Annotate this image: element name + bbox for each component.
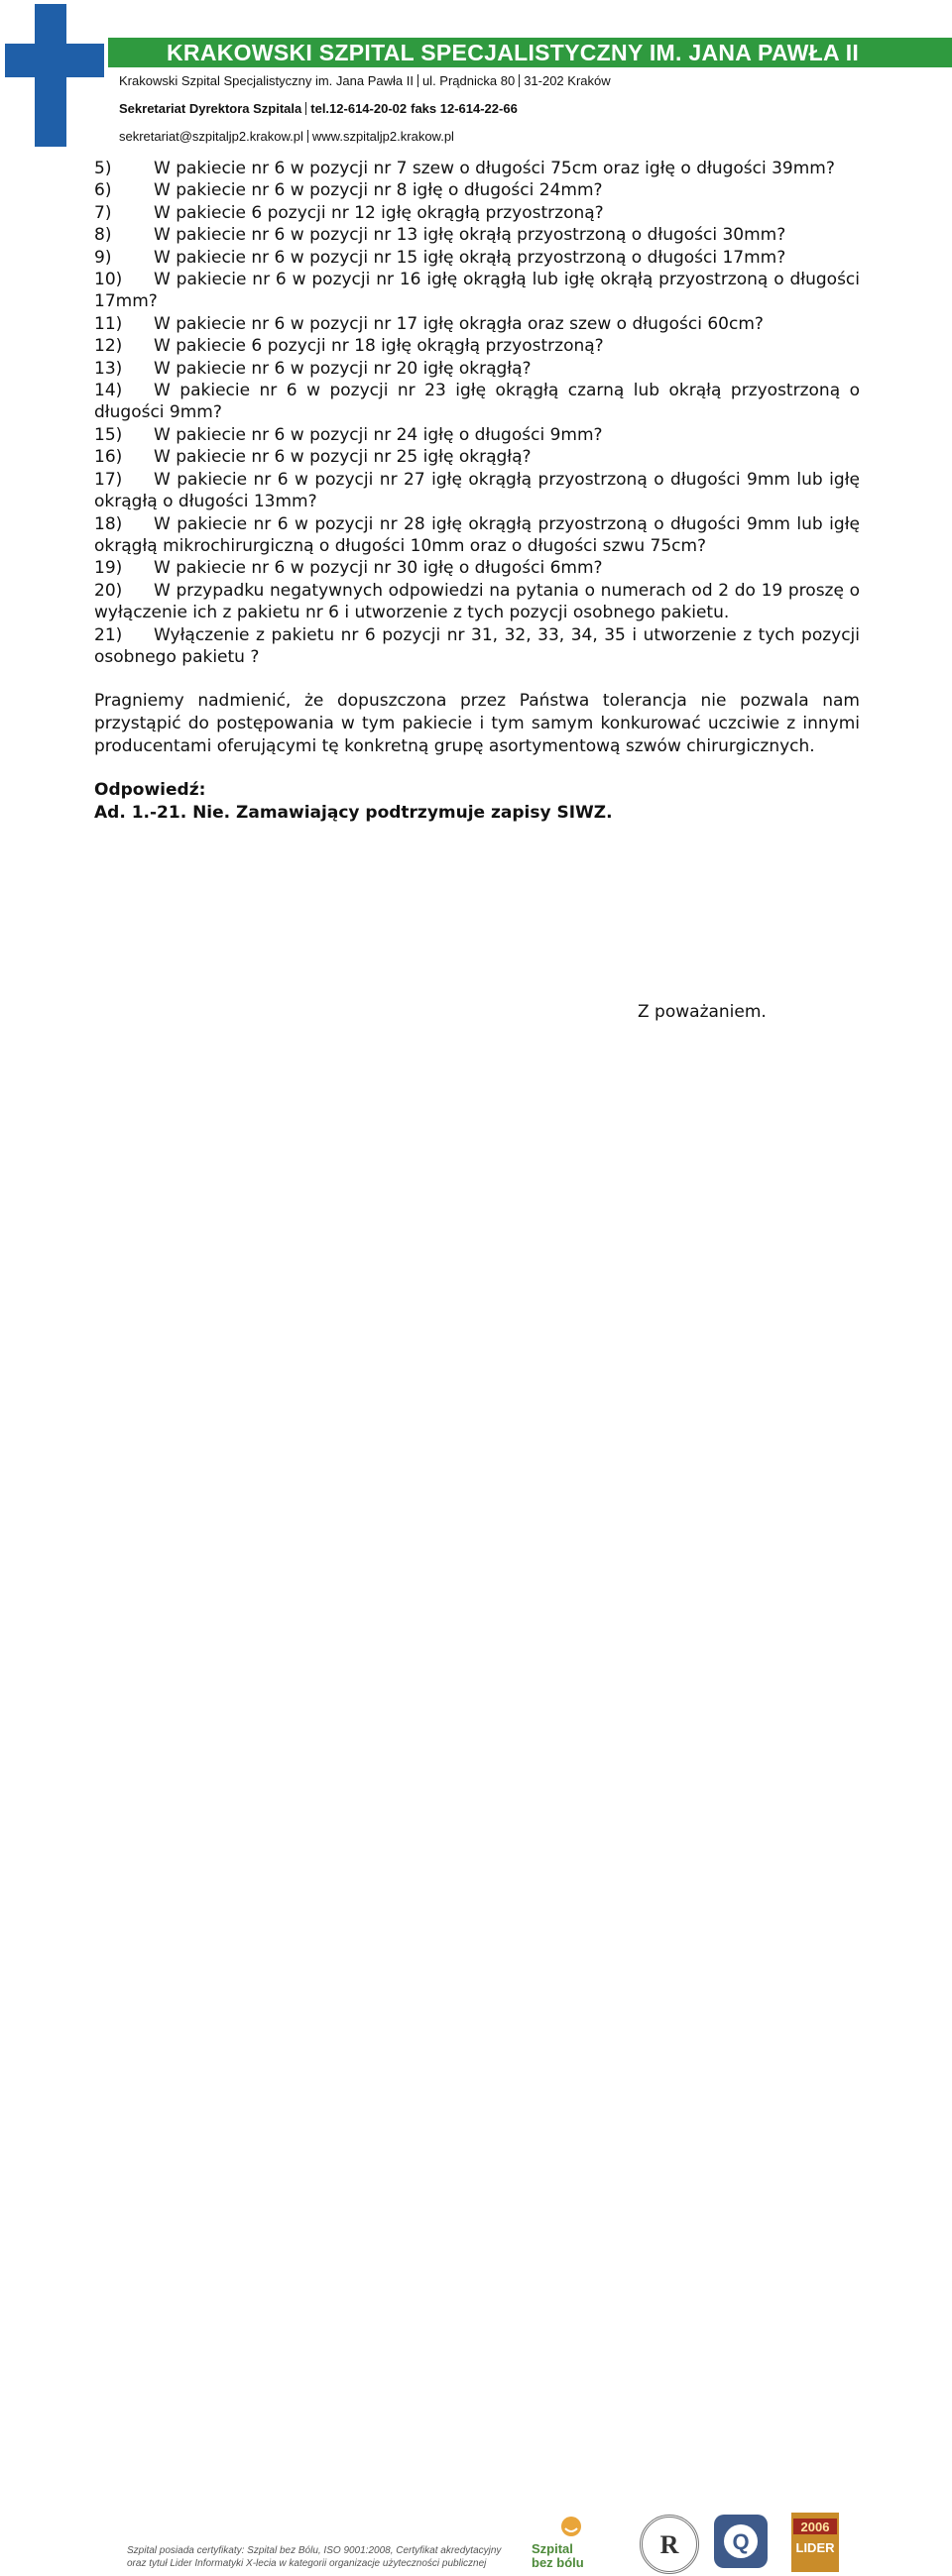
- question-number: 17): [94, 469, 123, 490]
- letterhead: [0, 0, 952, 149]
- answer-text: Ad. 1.-21. Nie. Zamawiający podtrzymuje zapisy SIWZ.: [94, 802, 613, 823]
- certificates-line-1: Szpital posiada certyfikaty: Szpital bez Bólu, ISO 9001:2008, Certyfikat akredytacyjny: [127, 2545, 502, 2556]
- question-number: 11): [94, 313, 123, 334]
- svg-text:Q: Q: [732, 2529, 750, 2554]
- question-item: [94, 335, 860, 357]
- iso-certificate-seal: [640, 2515, 699, 2574]
- certificates-note: [127, 2544, 501, 2570]
- question-text: W pakiecie nr 6 w pozycji nr 13 igłę okrąłą przyostrzoną o długości 30mm?: [154, 225, 786, 246]
- question-number: 14): [94, 381, 123, 401]
- question-text: W pakiecie nr 6 w pozycji nr 28 igłę okrągłą przyostrzoną o długości 9mm lub igłę okrągłą mikrochirurgiczną o długości 10mm oraz o długości szwu 75cm?: [94, 513, 860, 556]
- smile-icon: [532, 2515, 609, 2544]
- hospital-cross-logo: [5, 4, 104, 147]
- certificates-line-2: oraz tytuł Lider Informatyki X-lecia w kategorii organizacje użyteczności publicznej: [127, 2558, 487, 2569]
- question-item: [94, 224, 860, 246]
- question-number: 12): [94, 336, 123, 357]
- statement-paragraph: Pragniemy nadmienić, że dopuszczona przez Państwa tolerancja nie pozwala nam przystąpić do postępowania w tym pakiecie i tym samym konkurować uczciwie z innymi producentami oferującymi tę konkretną grupę asortymentową szwów chirurgicznych.: [94, 691, 860, 756]
- question-number: 8): [94, 225, 112, 246]
- question-text: Wyłączenie z pakietu nr 6 pozycji nr 31, 32, 33, 34, 35 i utworzenie z tych pozycji osobnego pakietu ?: [94, 624, 860, 667]
- question-item: [94, 580, 860, 624]
- secretariat-label: Sekretariat Dyrektora Szpitala: [119, 101, 302, 116]
- address-line: [119, 73, 611, 89]
- question-text: W pakiecie 6 pozycji nr 12 igłę okrągłą przyostrzoną?: [154, 202, 604, 223]
- question-item: [94, 269, 860, 313]
- question-text: W pakiecie nr 6 w pozycji nr 20 igłę okrągłą?: [154, 358, 532, 379]
- question-item: [94, 313, 860, 335]
- website-link[interactable]: www.szpitaljp2.krakow.pl: [311, 129, 454, 144]
- question-text: W pakiecie nr 6 w pozycji nr 16 igłę okrągłą lub igłę okrąłą przyostrzoną o długości 17mm?: [94, 270, 860, 312]
- lider-word: LIDER: [795, 2540, 835, 2555]
- question-text: W pakiecie nr 6 w pozycji nr 15 igłę okrąłą przyostrzoną o długości 17mm?: [154, 247, 786, 268]
- question-item: [94, 446, 860, 468]
- hospital-full-name: Krakowski Szpital Specjalistyczny im. Jana Pawła II: [119, 73, 414, 88]
- question-number: 9): [94, 247, 112, 268]
- question-text: W pakiecie nr 6 w pozycji nr 8 igłę o długości 24mm?: [154, 180, 603, 201]
- question-item: [94, 557, 860, 579]
- question-text: W pakiecie nr 6 w pozycji nr 30 igłę o długości 6mm?: [154, 558, 603, 579]
- fax-number: faks 12-614-22-66: [411, 101, 518, 116]
- contact-line: [119, 101, 518, 117]
- footer: [0, 1254, 952, 2570]
- question-item: [94, 358, 860, 380]
- question-item: [94, 424, 860, 446]
- email-link[interactable]: sekretariat@szpitaljp2.krakow.pl: [119, 129, 303, 144]
- question-text: W pakiecie 6 pozycji nr 18 igłę okrągłą przyostrzoną?: [154, 336, 604, 357]
- lider-award-logo: [791, 2513, 839, 2572]
- accreditation-q-logo: [714, 2515, 768, 2568]
- question-text: W pakiecie nr 6 w pozycji nr 25 igłę okrągłą?: [154, 447, 532, 468]
- question-number: 6): [94, 180, 112, 201]
- bez-bolu-logo: [532, 2515, 609, 2572]
- document-body: [94, 158, 860, 824]
- question-list: [94, 158, 860, 668]
- question-text: W pakiecie nr 6 w pozycji nr 23 igłę okrągłą czarną lub okrąłą przyostrzoną o długości 9mm?: [94, 381, 860, 423]
- question-number: 20): [94, 580, 123, 601]
- bez-bolu-word-1: Szpital: [532, 2541, 573, 2556]
- question-item: [94, 247, 860, 269]
- answer-block: [94, 779, 860, 824]
- question-text: W pakiecie nr 6 w pozycji nr 27 igłę okrągłą przyostrzoną o długości 9mm lub igłę okrągłą o długości 13mm?: [94, 469, 860, 512]
- street-address: ul. Prądnicka 80: [421, 73, 516, 88]
- question-number: 19): [94, 558, 123, 579]
- question-item: [94, 624, 860, 669]
- question-item: [94, 158, 860, 179]
- lider-year: 2006: [800, 2520, 830, 2534]
- question-item: [94, 179, 860, 201]
- question-number: 5): [94, 159, 112, 178]
- question-item: [94, 202, 860, 224]
- hospital-name: KRAKOWSKI SZPITAL SPECJALISTYCZNY IM. JANA PAWŁA II: [167, 40, 860, 65]
- question-item: [94, 469, 860, 513]
- bez-bolu-word-2: bez bólu: [532, 2555, 584, 2570]
- question-item: [94, 513, 860, 558]
- question-number: 13): [94, 358, 123, 379]
- question-number: 10): [94, 270, 123, 290]
- web-line: [119, 129, 454, 145]
- question-text: W pakiecie nr 6 w pozycji nr 7 szew o długości 75cm oraz igłę o długości 39mm?: [154, 159, 835, 178]
- question-number: 21): [94, 624, 123, 645]
- question-number: 18): [94, 513, 123, 534]
- postal-city: 31-202 Kraków: [524, 73, 611, 88]
- closing-salutation: Z poważaniem.: [638, 1002, 767, 1022]
- question-text: W pakiecie nr 6 w pozycji nr 17 igłę okrągła oraz szew o długości 60cm?: [154, 313, 764, 334]
- question-number: 15): [94, 424, 123, 445]
- question-item: [94, 380, 860, 424]
- question-number: 16): [94, 447, 123, 468]
- svg-text:R: R: [659, 2530, 679, 2559]
- question-text: W przypadku negatywnych odpowiedzi na pytania o numerach od 2 do 19 proszę o wyłączenie ich z pakietu nr 6 i utworzenie z tych pozycji osobnego pakietu.: [94, 580, 860, 623]
- answer-heading: Odpowiedź:: [94, 780, 206, 801]
- question-number: 7): [94, 202, 112, 223]
- phone-number: tel.12-614-20-02: [310, 101, 408, 116]
- question-text: W pakiecie nr 6 w pozycji nr 24 igłę o długości 9mm?: [154, 424, 603, 445]
